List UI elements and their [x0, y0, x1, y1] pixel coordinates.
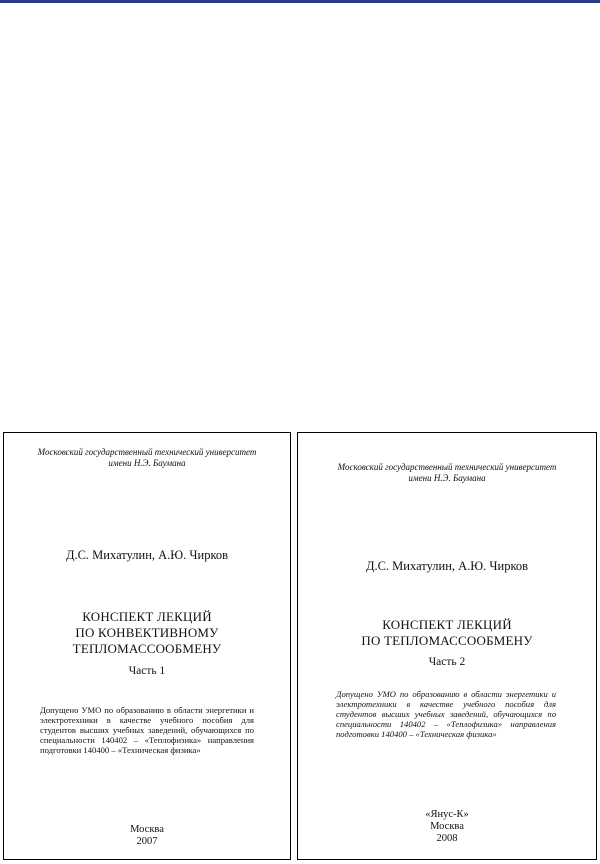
part-number: Часть 1: [128, 665, 166, 677]
authors: Д.С. Михатулин, А.Ю. Чирков: [365, 559, 529, 573]
title-page-part-1: [3, 432, 291, 860]
book-title: КОНСПЕКТ ЛЕКЦИЙ ПО ТЕПЛОМАССООБМЕНУ: [361, 617, 533, 648]
authors: Д.С. Михатулин, А.Ю. Чирков: [65, 548, 229, 562]
publication-info: Москва 2007: [130, 824, 164, 847]
title-page-part-2: [297, 432, 597, 860]
approval-text: Допущено УМО по образованию в области энергетики и электротехники в качестве учебного пособия для студентов высших учебных заведений, обучающихся по специальности 140402 – «Теплофизика» направления подготовки 140400 – «Техническая физика»: [40, 705, 254, 755]
approval-text: Допущено УМО по образованию в области энергетики и электротехники в качестве учебного пособия для студентов высших учебных заведений, обучающихся по специальности 140402 – «Теплофизика» направления подготовки 140400 – «Техническая физика»: [336, 689, 556, 739]
part-number: Часть 2: [428, 656, 466, 668]
top-rule: [0, 0, 600, 3]
publication-info: «Янус-К» Москва 2008: [425, 809, 469, 844]
university-name: Московский государственный технический университет имени Н.Э. Баумана: [37, 447, 257, 468]
book-title: КОНСПЕКТ ЛЕКЦИЙ ПО КОНВЕКТИВНОМУ ТЕПЛОМАССООБМЕНУ: [72, 609, 222, 656]
university-name: Московский государственный технический университет имени Н.Э. Баумана: [337, 462, 557, 483]
